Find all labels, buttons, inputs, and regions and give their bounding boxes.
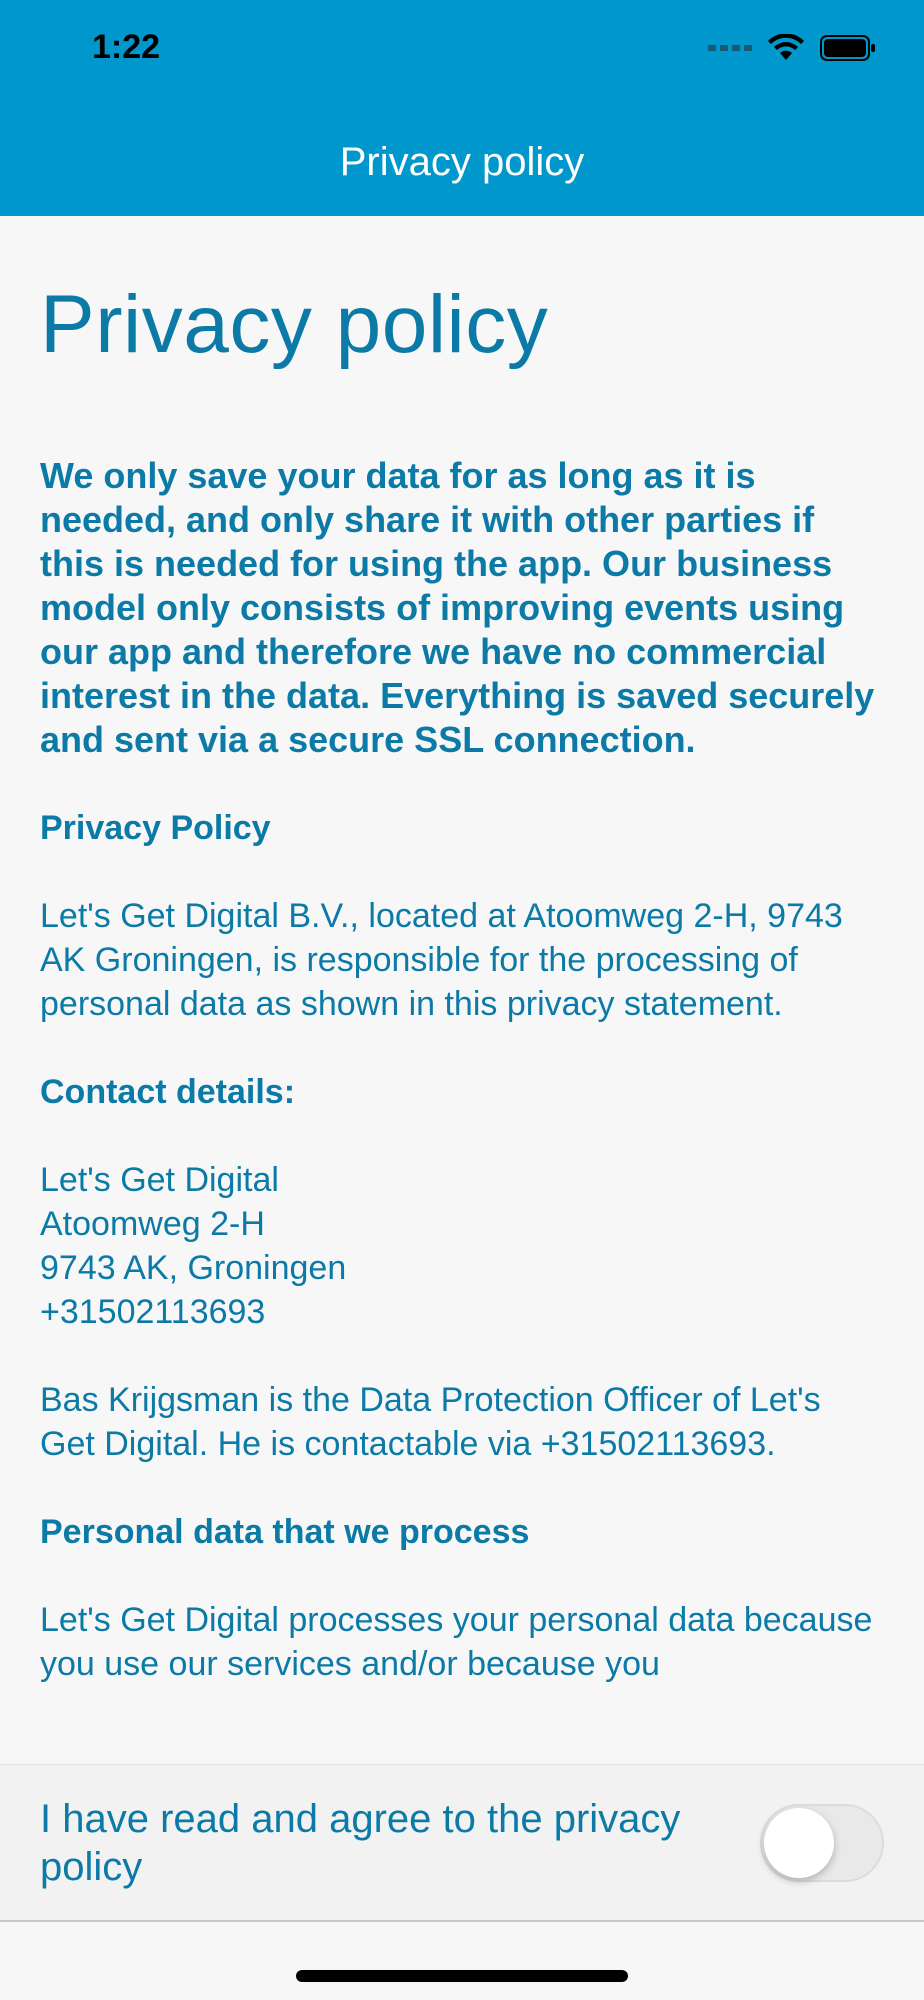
dpo-text: Bas Krijgsman is the Data Protection Officer of Let's Get Digital. He is contactable via +31502113693. (40, 1381, 821, 1464)
battery-icon (820, 34, 876, 62)
page-title: Privacy policy (40, 279, 549, 370)
status-icons (708, 34, 876, 62)
personal-data-text: Let's Get Digital processes your personal data because you use our services and/or because you (40, 1601, 873, 1684)
contact-details-text: Let's Get Digital Atoomweg 2-H 9743 AK, Groningen +31502113693 (40, 1161, 347, 1332)
home-area (0, 1922, 924, 2000)
status-time: 1:22 (92, 28, 161, 66)
wifi-icon (768, 34, 804, 62)
intro-text: We only save your data for as long as it is needed, and only share it with other parties if this is needed for using the app. Our business model only consists of improving events using our app and therefore we have no commercial interest in the data. Everything is saved securely and sent via a secure SSL connection. (40, 455, 875, 761)
section-heading-personal-data: Personal data that we process (40, 1513, 530, 1552)
nav-title: Privacy policy (339, 140, 585, 184)
agree-bar (0, 1764, 924, 1922)
toggle-knob (764, 1808, 834, 1878)
agree-toggle[interactable] (760, 1804, 884, 1882)
section-heading-privacy-policy: Privacy Policy (40, 809, 271, 848)
section-heading-contact: Contact details: (40, 1073, 296, 1112)
policy-content[interactable] (0, 216, 924, 1764)
app-header (0, 0, 924, 216)
responsibility-text: Let's Get Digital B.V., located at Atoomweg 2-H, 9743 AK Groningen, is responsible for the processing of personal data as shown in this privacy statement. (40, 897, 843, 1024)
agree-label: I have read and agree to the privacy policy (40, 1796, 681, 1889)
signal-icon (708, 45, 752, 51)
home-indicator[interactable] (296, 1970, 628, 1982)
